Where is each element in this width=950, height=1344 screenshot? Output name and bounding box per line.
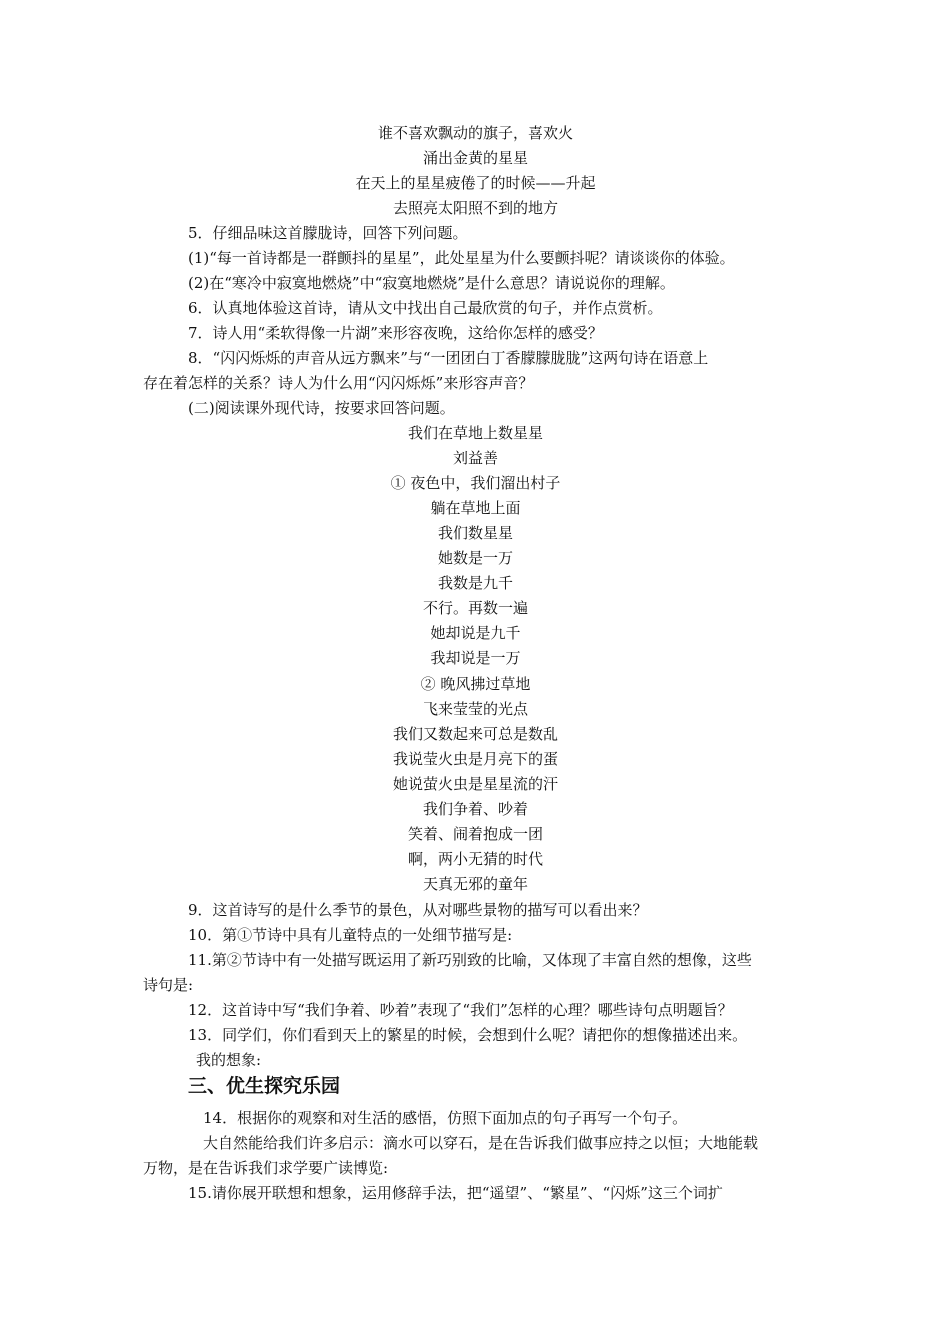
poem-title: 我们在草地上数星星 bbox=[407, 424, 543, 442]
poem-line: 她数是一万 bbox=[437, 549, 513, 567]
question-11: 11.第②节诗中有一处描写既运用了新巧别致的比喻，又体现了丰富自然的想像，这些 bbox=[188, 951, 752, 969]
poem-line: 躺在草地上面 bbox=[430, 499, 521, 517]
poem-line: 飞来莹莹的光点 bbox=[422, 700, 528, 718]
question-5-1: (1)“每一首诗都是一群颤抖的星星”，此处星星为什么要颤抖呢？请谈谈你的体验。 bbox=[188, 249, 735, 267]
question-14: 14．根据你的观察和对生活的感悟，仿照下面加点的句子再写一个句子。 bbox=[203, 1109, 688, 1127]
question-14-text: 大自然能给我们许多启示：滴水可以穿石，是在告诉我们做事应持之以恒；大地能载 bbox=[203, 1134, 759, 1152]
poem-line: 我说莹火虫是月亮下的蛋 bbox=[392, 750, 558, 768]
question-11-continued: 诗句是: bbox=[143, 976, 194, 994]
question-10: 10．第①节诗中具有儿童特点的一处细节描写是: bbox=[188, 926, 513, 944]
poem-line: 我们数星星 bbox=[437, 524, 513, 542]
question-12: 12．这首诗中写“我们争着、吵着”表现了“我们”怎样的心理？哪些诗句点明题旨？ bbox=[188, 1001, 733, 1019]
poem-line: 去照亮太阳照不到的地方 bbox=[392, 199, 558, 217]
section-3-heading: 三、优生探究乐园 bbox=[188, 1075, 341, 1097]
poem-line: 我们争着、吵着 bbox=[422, 800, 528, 818]
poem-line: 我却说是一万 bbox=[430, 649, 521, 667]
poem-author: 刘益善 bbox=[452, 449, 498, 467]
poem-line: 笑着、闹着抱成一团 bbox=[407, 825, 543, 843]
poem-line: ② 晚风拂过草地 bbox=[420, 675, 531, 693]
poem-line: 天真无邪的童年 bbox=[422, 875, 528, 893]
poem-line: 啊，两小无猜的时代 bbox=[407, 850, 543, 868]
poem-line: ① 夜色中，我们溜出村子 bbox=[390, 474, 561, 492]
poem-line: 她却说是九千 bbox=[430, 624, 521, 642]
poem-line: 不行。再数一遍 bbox=[422, 599, 528, 617]
question-9: 9．这首诗写的是什么季节的景色，从对哪些景物的描写可以看出来？ bbox=[188, 901, 648, 919]
question-14-text-continued: 万物，是在告诉我们求学要广读博览: bbox=[143, 1159, 389, 1177]
question-7: 7．诗人用“柔软得像一片湖”来形容夜晚，这给你怎样的感受？ bbox=[188, 324, 603, 342]
poem-line: 谁不喜欢飘动的旗子，喜欢火 bbox=[377, 124, 573, 142]
my-imagination-label: 我的想象: bbox=[196, 1051, 262, 1069]
part-2-heading: (二)阅读课外现代诗，按要求回答问题。 bbox=[188, 399, 455, 417]
poem-line: 涌出金黄的星星 bbox=[422, 149, 528, 167]
question-13: 13．同学们，你们看到天上的繁星的时候，会想到什么呢？请把你的想像描述出来。 bbox=[188, 1026, 748, 1044]
poem-line: 在天上的星星疲倦了的时候——升起 bbox=[355, 174, 596, 192]
poem-line: 我数是九千 bbox=[437, 574, 513, 592]
poem-line: 我们又数起来可总是数乱 bbox=[392, 725, 558, 743]
question-5: 5．仔细品味这首朦胧诗，回答下列问题。 bbox=[188, 224, 468, 242]
question-8: 8．“闪闪烁烁的声音从远方飘来”与“一团团白丁香朦朦胧胧”这两句诗在语意上 bbox=[188, 349, 709, 367]
question-15: 15.请你展开联想和想象，运用修辞手法，把“遥望”、“繁星”、“闪烁”这三个词扩 bbox=[188, 1184, 723, 1202]
question-5-2: (2)在“寒冷中寂寞地燃烧”中“寂寞地燃烧”是什么意思？请说说你的理解。 bbox=[188, 274, 675, 292]
question-8-continued: 存在着怎样的关系？诗人为什么用“闪闪烁烁”来形容声音？ bbox=[143, 374, 534, 392]
poem-line: 她说萤火虫是星星流的汗 bbox=[392, 775, 558, 793]
question-6: 6．认真地体验这首诗，请从文中找出自己最欣赏的句子，并作点赏析。 bbox=[188, 299, 663, 317]
